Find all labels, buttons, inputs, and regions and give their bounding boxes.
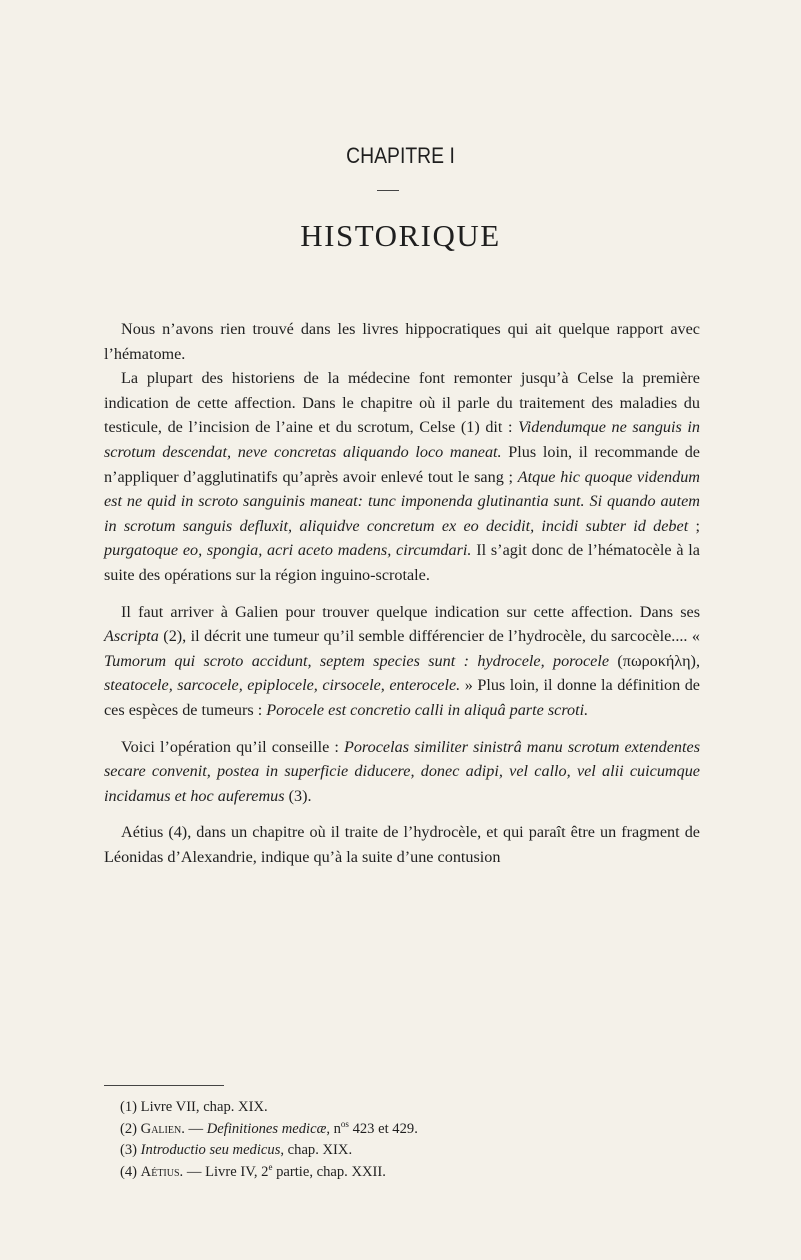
latin-quote: Atque hic quoque videndum est ne quid in scroto sanguinis maneat: tunc imponenda glutinantia sunt. Si quando autem in scrotum sanguis defluxit, aliquidve concretum ex eo decidit, incidi subter id debet	[104, 467, 700, 535]
footnote-number: (2)	[120, 1120, 141, 1137]
text-span: ;	[688, 516, 700, 535]
text-span: La plupart des historiens de la médecine font remonter jusqu’à Celse la première indication de cette affection. Dans le chapitre où il parle du traitement des maladies du testicule, de l’incision de l’aine et du scrotum, Celse (1) dit :	[104, 369, 700, 437]
text-span: partie, chap. XXII.	[272, 1163, 386, 1180]
paragraph-5: Aétius (4), dans un chapitre où il traite de l’hydrocèle, et qui paraît être un fragment de Léonidas d’Alexandrie, indique qu’à la suite d’une contusion	[104, 823, 700, 866]
text-span: Il s’agit donc de l’hématocèle à la suite des opérations sur la région inguino-scrotale.	[104, 541, 700, 584]
text-span: . — Livre IV, 2	[179, 1163, 269, 1180]
text-span: Il faut arriver à Galien pour trouver quelque indication sur cette affection. Dans ses	[121, 602, 700, 621]
footnote-author: Aétius	[140, 1163, 180, 1180]
body-text	[104, 317, 700, 869]
latin-quote: Porocele est concretio calli in aliquâ parte scroti.	[266, 700, 589, 719]
footnote-1: (1) Livre VII, chap. XIX.	[120, 1099, 268, 1115]
text-span: , n	[326, 1120, 341, 1137]
text-span: » Plus loin, il donne la définition de ces espèces de tumeurs :	[104, 676, 700, 719]
latin-quote: Porocelas similiter sinistrâ manu scrotum extendentes secare convenit, postea in superficie diducere, donec adipi, vel callo, vel alii cuicumque incidamus et hoc auferemus	[104, 737, 701, 805]
footnote-author: Galien	[140, 1120, 182, 1137]
latin-quote: steatocele, sarcocele, epiplocele, cirsocele, enterocele.	[104, 676, 461, 695]
text-span: . —	[181, 1120, 207, 1137]
text-span: Voici l’opération qu’il conseille :	[121, 737, 344, 756]
superscript: e	[268, 1161, 273, 1172]
footnote-work: Definitiones medicæ	[206, 1120, 327, 1137]
footnote-3	[120, 1140, 700, 1162]
chapter-heading: CHAPITRE I	[346, 143, 455, 168]
paragraph-2	[104, 366, 700, 587]
footnote-2	[120, 1119, 700, 1141]
text-span: , chap. XIX.	[280, 1142, 353, 1158]
superscript: os	[340, 1118, 349, 1129]
latin-quote: Videndumque ne sanguis in scrotum descendat, neve concretas aliquando loco maneat.	[104, 418, 700, 461]
footnote-number: (4)	[120, 1163, 141, 1180]
text-span: (3).	[284, 786, 312, 805]
greek-term: (πωροκήλη),	[609, 651, 700, 670]
paragraph-4	[104, 735, 700, 809]
latin-quote: purgatoque eo, spongia, acri aceto madens, circumdari.	[104, 541, 472, 560]
paragraph-1: Nous n’avons rien trouvé dans les livres hippocratiques qui ait quelque rapport avec l’hématome.	[104, 320, 700, 363]
latin-quote: Tumorum qui scroto accidunt, septem species sunt : hydrocele, porocele	[104, 651, 610, 670]
text-span: (2), il décrit une tumeur qu’il semble différencier de l’hydrocèle, du sarcocèle.... «	[158, 627, 700, 646]
footnote-number: (3)	[120, 1142, 141, 1158]
paragraph-3	[104, 600, 700, 723]
footnote-work: Introductio seu medicus	[140, 1142, 281, 1158]
footnote-divider	[104, 1085, 224, 1086]
section-title: HISTORIQUE	[300, 218, 501, 253]
text-span: Plus loin, il recommande de n’appliquer d’agglutinatifs qu’après avoir enlevé tout le sang ;	[104, 442, 700, 486]
text-span: 423 et 429.	[348, 1120, 418, 1137]
latin-title: Ascripta	[104, 627, 159, 646]
title-divider	[377, 190, 399, 191]
footnote-4	[120, 1162, 700, 1184]
footnotes	[120, 1097, 700, 1183]
